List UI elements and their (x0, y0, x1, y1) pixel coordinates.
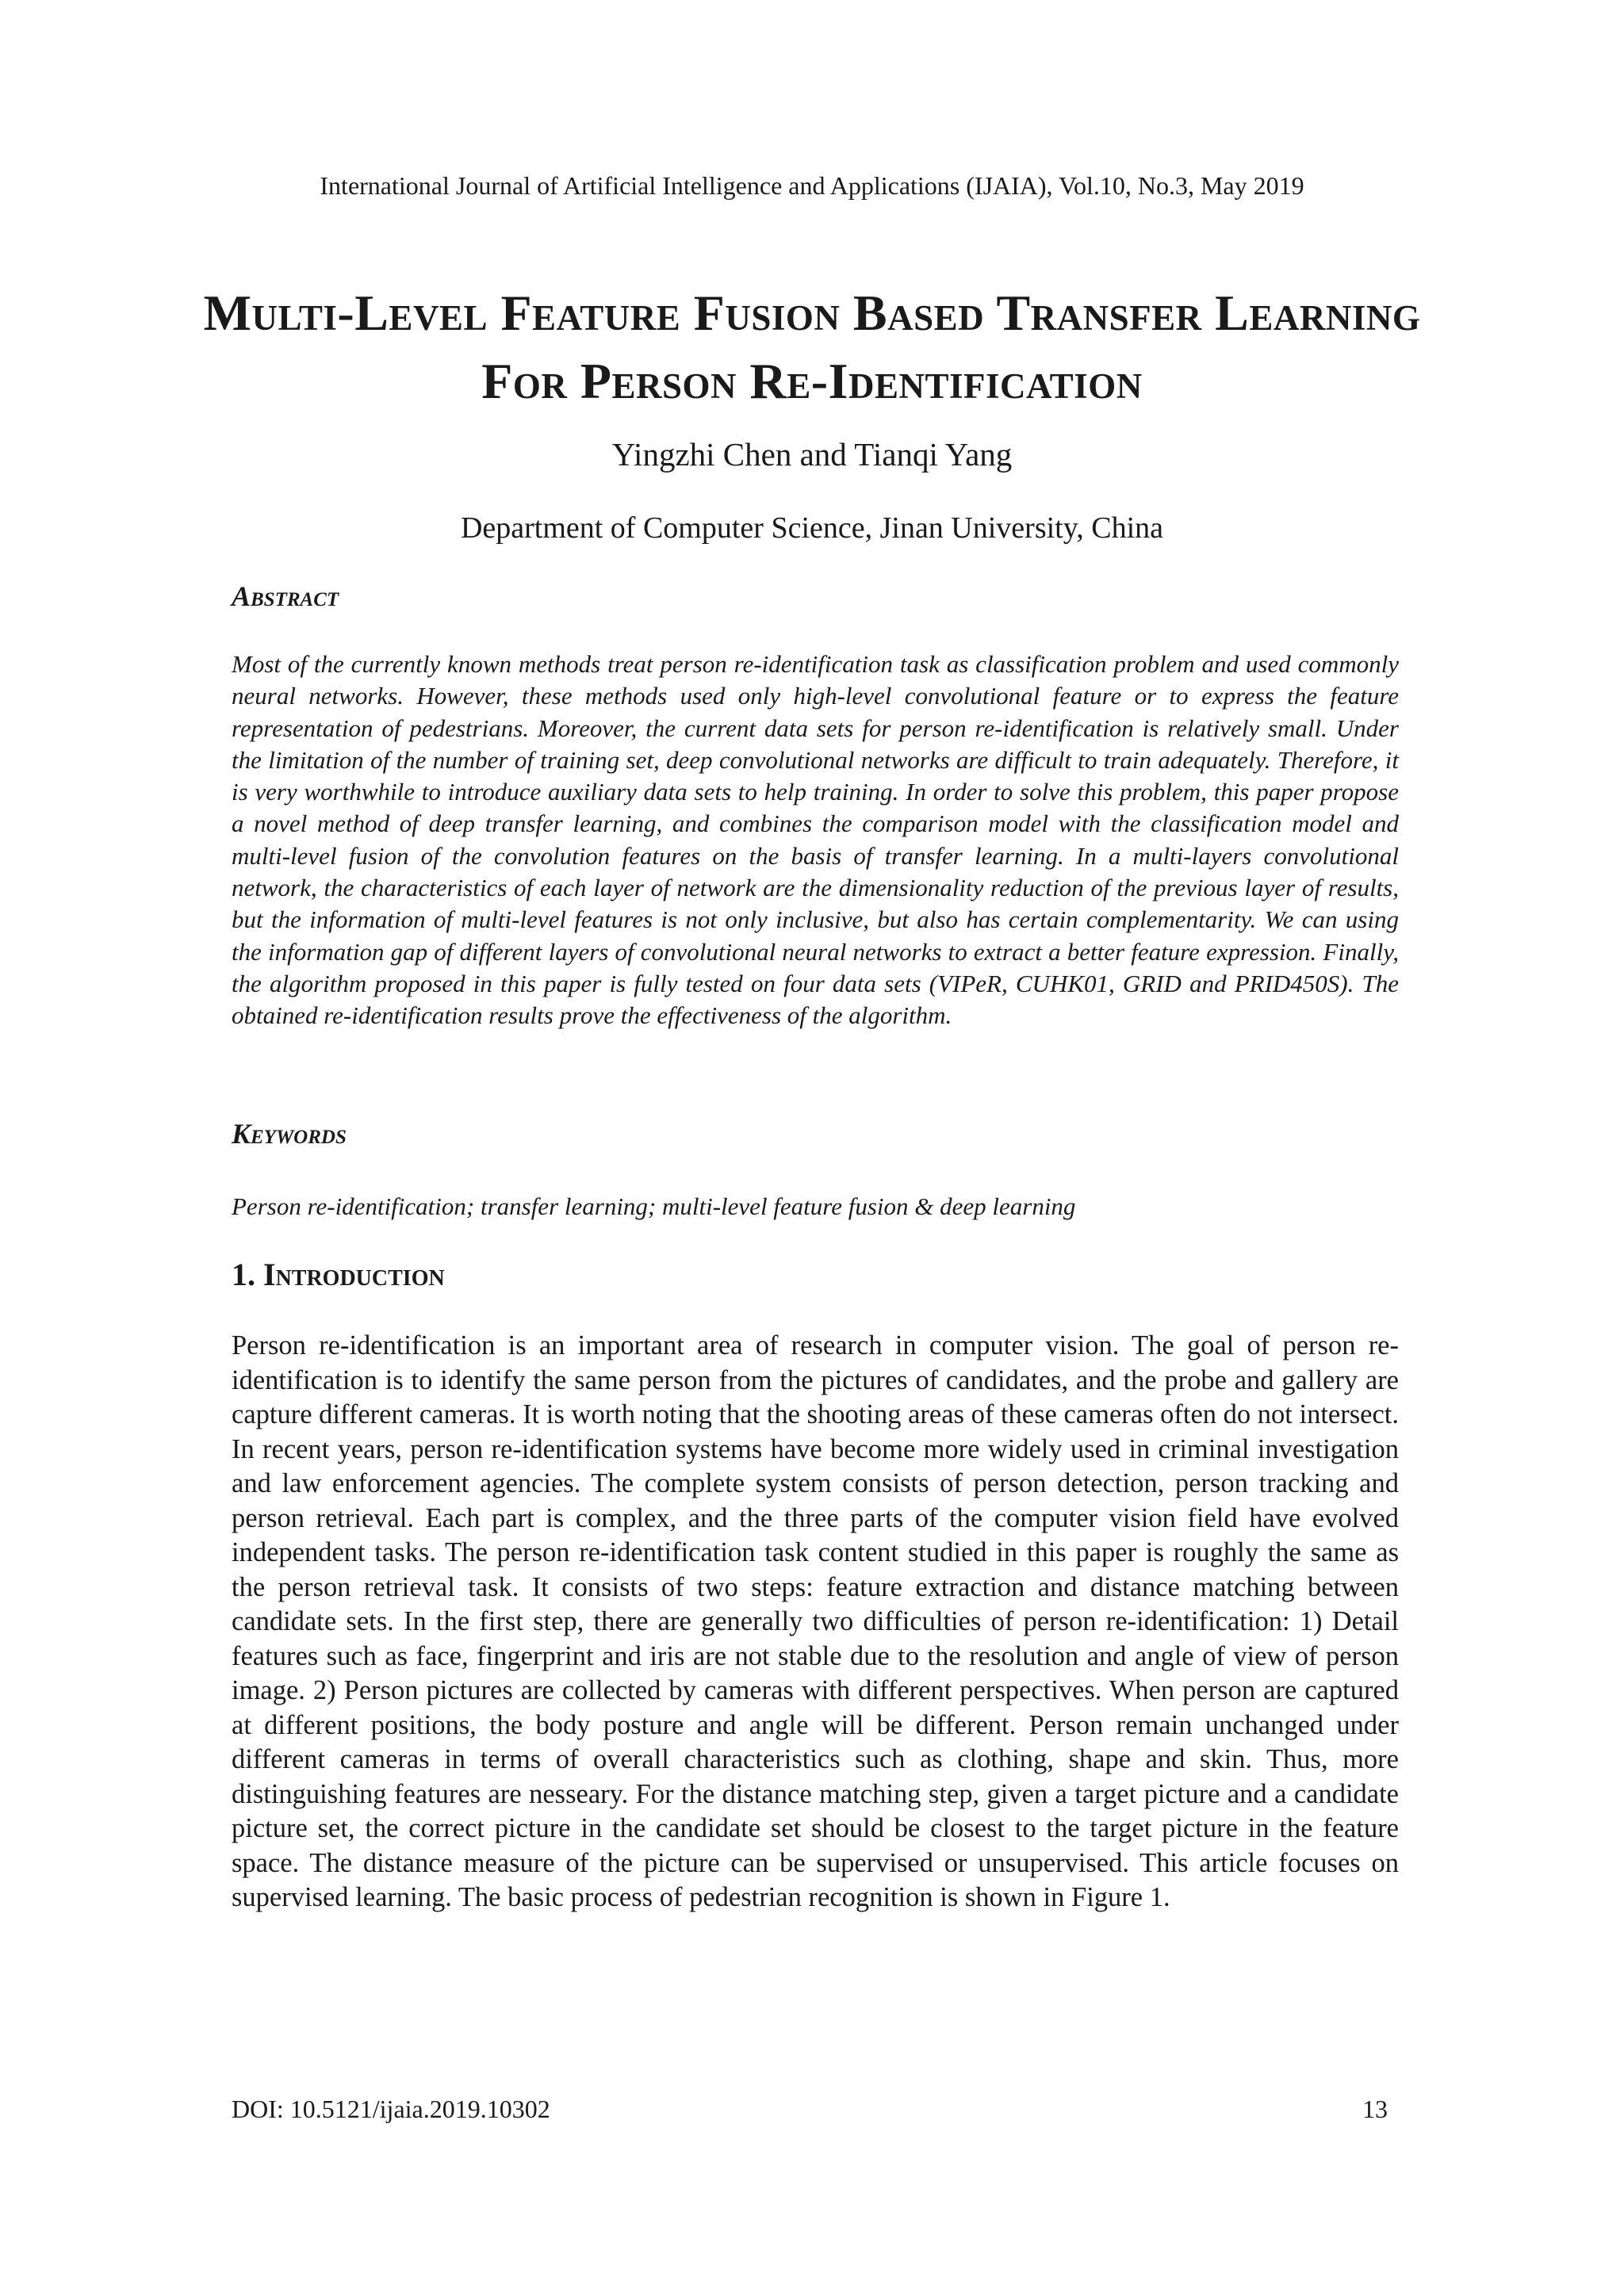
keywords-text: Person re-identification; transfer learning; multi-level feature fusion & deep learning (232, 1192, 1076, 1220)
authors: Yingzhi Chen and Tianqi Yang (611, 436, 1013, 473)
abstract-text: Most of the currently known methods treat person re-identification task as classification problem and used commonly neural networks. However, these methods used only high-level convolutional feature or to express the feature representation of pedestrians. Moreover, the current data sets for person re-identification is relatively small. Under the limitation of the number of training set, deep convolutional networks are difficult to train adequately. Therefore, it is very worthwhile to introduce auxiliary data sets to help training. In order to solve this problem, this paper propose a novel method of deep transfer learning, and combines the comparison model with the classification model and multi-level fusion of the convolution features on the basis of transfer learning. In a multi-layers convolutional network, the characteristics of each layer of network are the dimensionality reduction of the previous layer of results, but the information of multi-level features is not only inclusive, but also has certain complementarity. We can using the information gap of different layers of convolutional neural networks to extract a better feature expression. Finally, the algorithm proposed in this paper is fully tested on four data sets (VIPeR, CUHK01, GRID and PRID450S). The obtained re-identification results prove the effectiveness of the algorithm. (232, 650, 1399, 1030)
keywords-heading: Keywords (232, 1118, 347, 1150)
running-header: International Journal of Artificial Intelligence and Applications (IJAIA), Vol.10, No.3, May 2019 (320, 171, 1304, 200)
abstract-heading: Abstract (232, 580, 339, 612)
footer-doi: DOI: 10.5121/ijaia.2019.10302 (232, 2095, 550, 2123)
page-number: 13 (1362, 2095, 1388, 2123)
affiliation: Department of Computer Science, Jinan University, China (460, 511, 1164, 545)
paper-title: Multi-Level Feature Fusion Based Transfer Learning For Person Re-Identification (203, 285, 1421, 409)
introduction-heading: 1. Introduction (232, 1257, 445, 1292)
introduction-text: Person re-identification is an important area of research in computer vision. The goal of person re-identification is to identify the same person from the pictures of candidates, and the probe and gallery are capture different cameras. It is worth noting that the shooting areas of these cameras often do not intersect. In recent years, person re-identification systems have become more widely used in criminal investigation and law enforcement agencies. The complete system consists of person detection, person tracking and person retrieval. Each part is complex, and the three parts of the computer vision field have evolved independent tasks. The person re-identification task content studied in this paper is roughly the same as the person retrieval task. It consists of two steps: feature extraction and distance matching between candidate sets. In the first step, there are generally two difficulties of person re-identification: 1) Detail features such as face, fingerprint and iris are not stable due to the resolution and angle of view of person image. 2) Person pictures are collected by cameras with different perspectives. When person are captured at different positions, the body posture and angle will be different. Person remain unchanged under different cameras in terms of overall characteristics such as clothing, shape and skin. Thus, more distinguishing features are nesseary. For the distance matching step, given a target picture and a candidate picture set, the correct picture in the candidate set should be closest to the target picture in the feature space. The distance measure of the picture can be supervised or unsupervised. This article focuses on supervised learning. The basic process of pedestrian recognition is shown in Figure 1. (232, 1330, 1399, 1912)
